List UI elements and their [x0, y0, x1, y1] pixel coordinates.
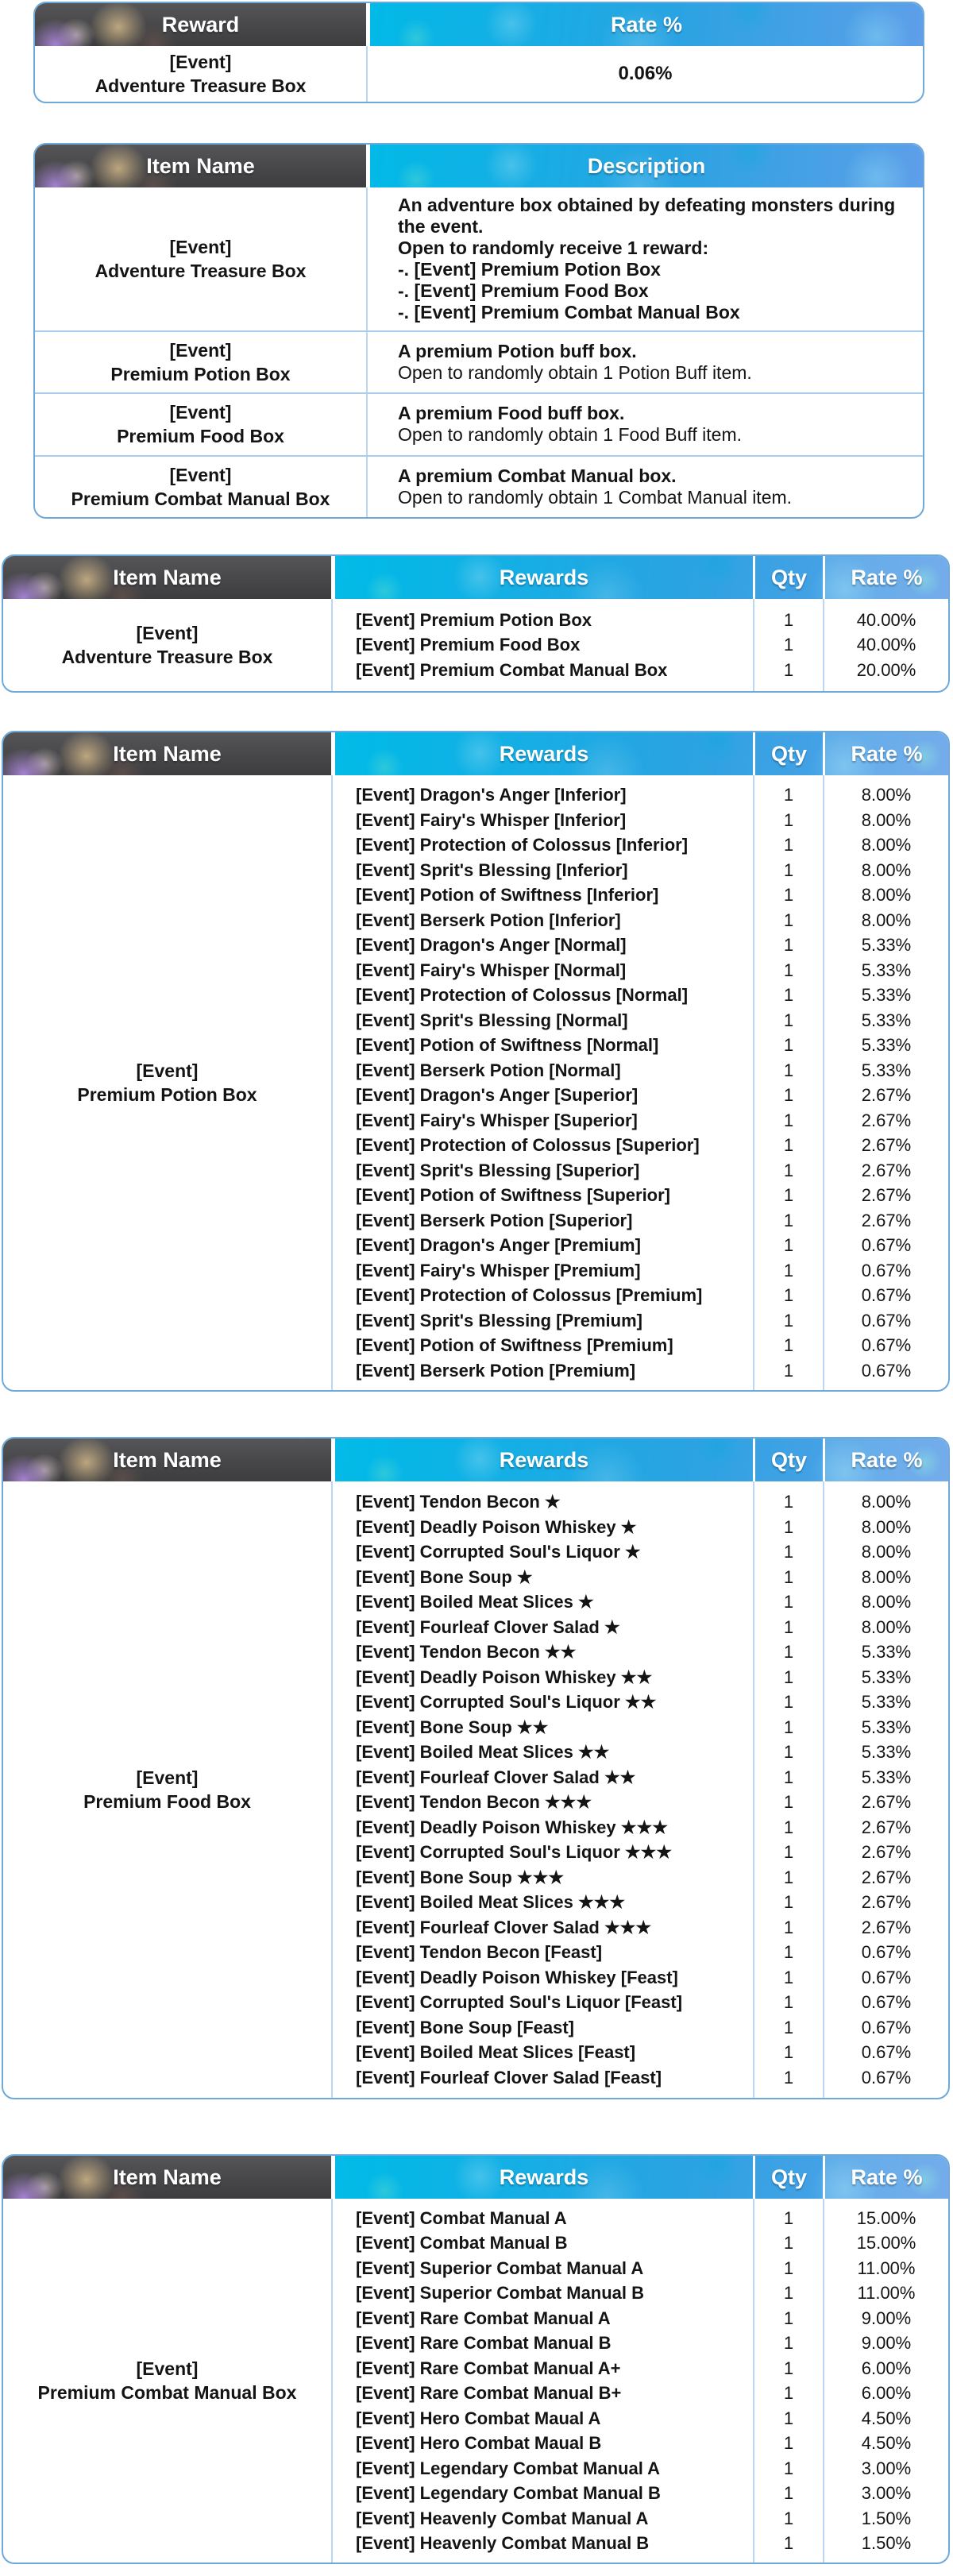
- event-box-drop-rate-table: [33, 2, 924, 103]
- column-header-qty: Qty: [770, 1447, 807, 1472]
- reward-qty: 1: [783, 659, 794, 680]
- reward-rate: 8.00%: [861, 785, 912, 805]
- reward-name: [Event] Superior Combat Manual A: [356, 2257, 644, 2278]
- reward-rate: 0.67%: [861, 2042, 912, 2062]
- reward-qty: 1: [783, 1085, 794, 1105]
- reward-qty: 1: [783, 885, 794, 905]
- reward-qty: 1: [783, 1616, 794, 1637]
- reward-qty: 1: [783, 2458, 794, 2478]
- reward-rate: 5.33%: [861, 935, 912, 955]
- reward-rate: 2.67%: [861, 1160, 912, 1180]
- reward-qty: 1: [783, 1110, 794, 1130]
- column-header-rewards: Rewards: [499, 565, 589, 589]
- reward-name: [Event] Berserk Potion [Inferior]: [356, 910, 621, 930]
- reward-rate: 0.67%: [861, 1285, 912, 1305]
- reward-qty: 1: [783, 1867, 794, 1887]
- reward-name: [Event] Dragon's Anger [Superior]: [356, 1085, 639, 1105]
- item-name-cell: [3, 599, 331, 691]
- item-name-cell: [35, 187, 366, 330]
- reward-name: [Event] Potion of Swiftness [Premium]: [356, 1335, 673, 1355]
- item-name-cell: [35, 332, 366, 392]
- item-name-cell: [35, 46, 366, 102]
- table-body: [35, 187, 923, 517]
- reward-name: [Event] Berserk Potion [Premium]: [356, 1360, 636, 1381]
- rate-value-cell: 0.06%: [366, 46, 923, 102]
- column-header-item-name: Item Name: [3, 556, 331, 599]
- reward-name: [Event] Legendary Combat Manual B: [356, 2483, 661, 2503]
- reward-rate: 6.00%: [861, 2383, 912, 2403]
- reward-name: [Event] Boiled Meat Slices ★★★: [356, 1892, 626, 1912]
- reward-name: [Event] Premium Potion Box: [356, 609, 592, 630]
- reward-name: [Event] Protection of Colossus [Premium]: [356, 1285, 703, 1305]
- reward-name: [Event] Sprit's Blessing [Superior]: [356, 1160, 640, 1180]
- reward-name: [Event] Sprit's Blessing [Premium]: [356, 1310, 642, 1330]
- reward-name: [Event] Fairy's Whisper [Superior]: [356, 1110, 638, 1130]
- reward-qty: 1: [783, 2383, 794, 2403]
- item-event-tag: [Event]: [136, 1767, 199, 1788]
- reward-rate: 8.00%: [861, 1492, 912, 1512]
- reward-name: [Event] Fourleaf Clover Salad ★: [356, 1616, 620, 1637]
- reward-name: [Event] Rare Combat Manual B: [356, 2333, 612, 2353]
- qty-column: [753, 599, 823, 691]
- reward-name: [Event] Corrupted Soul's Liquor ★★★: [356, 1842, 673, 1862]
- reward-rate: 4.50%: [861, 2408, 912, 2428]
- reward-qty: 1: [783, 2358, 794, 2378]
- reward-qty: 1: [783, 609, 794, 630]
- reward-name: [Event] Berserk Potion [Normal]: [356, 1060, 621, 1080]
- reward-rate: 0.67%: [861, 1942, 912, 1962]
- reward-name: [Event] Sprit's Blessing [Normal]: [356, 1010, 628, 1030]
- column-header-item-name: Item Name: [3, 732, 331, 775]
- reward-qty: 1: [783, 2042, 794, 2062]
- table-header: [3, 1439, 948, 1481]
- reward-rate: 2.67%: [861, 1792, 912, 1812]
- description-cell: [366, 332, 923, 392]
- item-event-tag: [Event]: [169, 402, 232, 423]
- column-header-rewards: Rewards: [499, 741, 589, 766]
- reward-rate: 40.00%: [856, 609, 916, 630]
- reward-name: [Event] Heavenly Combat Manual B: [356, 2533, 650, 2553]
- reward-rate: 6.00%: [861, 2358, 912, 2378]
- reward-rate: 0.67%: [861, 1360, 912, 1381]
- reward-rate: 2.67%: [861, 1892, 912, 1912]
- reward-rate: 3.00%: [861, 2483, 912, 2503]
- reward-qty: 1: [783, 935, 794, 955]
- reward-qty: 1: [783, 1692, 794, 1712]
- reward-name: [Event] Premium Food Box: [356, 635, 581, 655]
- qty-column: [753, 775, 823, 1390]
- reward-qty: 1: [783, 1917, 794, 1937]
- description-table-row: [35, 455, 923, 517]
- reward-name: [Event] Rare Combat Manual A: [356, 2308, 611, 2328]
- reward-name: [Event] Bone Soup ★★: [356, 1717, 549, 1737]
- description-line: Open to randomly receive 1 reward:: [398, 238, 709, 258]
- premium-food-box-rewards-table: [2, 1437, 950, 2099]
- description-table-row: [35, 392, 923, 454]
- reward-rate: 2.67%: [861, 1185, 912, 1205]
- rate-column: [823, 775, 948, 1390]
- reward-name: [Event] Deadly Poison Whiskey [Feast]: [356, 1967, 678, 1987]
- reward-qty: 1: [783, 1942, 794, 1962]
- reward-rate: 2.67%: [861, 1917, 912, 1937]
- reward-name: [Event] Bone Soup [Feast]: [356, 2017, 575, 2037]
- reward-name: [Event] Dragon's Anger [Premium]: [356, 1235, 641, 1255]
- item-name-cell: [3, 2199, 331, 2562]
- reward-rate: 0.67%: [861, 1260, 912, 1280]
- premium-combat-manual-box-rewards-table: [2, 2154, 950, 2564]
- reward-name: [Event] Dragon's Anger [Inferior]: [356, 785, 627, 805]
- description-cell: [366, 187, 923, 330]
- table-body: [3, 775, 948, 1390]
- reward-qty: 1: [783, 2257, 794, 2278]
- reward-name: [Event] Boiled Meat Slices [Feast]: [356, 2042, 636, 2062]
- reward-rate: 5.33%: [861, 985, 912, 1005]
- column-header-rate: Rate %: [825, 1439, 948, 1481]
- reward-name: [Event] Berserk Potion [Superior]: [356, 1210, 633, 1230]
- reward-rate: 0.67%: [861, 2067, 912, 2087]
- reward-name: [Event] Protection of Colossus [Inferior]: [356, 835, 689, 855]
- reward-rate: 0.67%: [861, 1967, 912, 1987]
- column-header-rate: Rate %: [825, 556, 948, 599]
- reward-name: [Event] Potion of Swiftness [Normal]: [356, 1035, 659, 1055]
- item-title: Premium Potion Box: [77, 1084, 257, 1105]
- reward-rate: 11.00%: [857, 2257, 916, 2278]
- table-body: [3, 1481, 948, 2098]
- reward-rate: 9.00%: [861, 2308, 912, 2328]
- reward-qty: 1: [783, 1742, 794, 1762]
- reward-rate: 5.33%: [861, 1035, 912, 1055]
- description-line: Open to randomly obtain 1 Food Buff item.: [398, 424, 742, 446]
- rewards-column: [331, 2199, 753, 2562]
- reward-rate: 5.33%: [861, 1010, 912, 1030]
- reward-rate: 0.67%: [861, 2017, 912, 2037]
- reward-qty: 1: [783, 1642, 794, 1662]
- reward-qty: 1: [783, 1235, 794, 1255]
- column-header-qty: Qty: [770, 741, 807, 766]
- reward-rate: 5.33%: [861, 1666, 912, 1687]
- item-title: Adventure Treasure Box: [61, 647, 273, 667]
- reward-qty: 1: [783, 960, 794, 980]
- reward-qty: 1: [783, 1160, 794, 1180]
- reward-qty: 1: [783, 1892, 794, 1912]
- reward-qty: 1: [783, 635, 794, 655]
- reward-name: [Event] Bone Soup ★★★: [356, 1867, 565, 1887]
- reward-rate: 2.67%: [861, 1817, 912, 1837]
- premium-potion-box-rewards-table: [2, 731, 950, 1392]
- reward-qty: 1: [783, 1260, 794, 1280]
- rate-column: [823, 599, 948, 691]
- reward-rate: 8.00%: [861, 1542, 912, 1562]
- reward-rate: 2.67%: [861, 1867, 912, 1887]
- reward-qty: 1: [783, 1992, 794, 2012]
- reward-name: [Event] Boiled Meat Slices ★: [356, 1592, 594, 1612]
- reward-rate: 8.00%: [861, 885, 912, 905]
- qty-column: [753, 1481, 823, 2098]
- reward-rate: 5.33%: [861, 960, 912, 980]
- reward-rate: 8.00%: [861, 859, 912, 880]
- reward-rate: 2.67%: [861, 1135, 912, 1155]
- reward-name: [Event] Heavenly Combat Manual A: [356, 2508, 649, 2528]
- reward-qty: 1: [783, 809, 794, 830]
- reward-name: [Event] Sprit's Blessing [Inferior]: [356, 859, 628, 880]
- item-title: Premium Combat Manual Box: [71, 488, 330, 509]
- reward-qty: 1: [783, 2308, 794, 2328]
- item-title: Premium Combat Manual Box: [37, 2382, 297, 2403]
- reward-rate: 0.67%: [861, 1335, 912, 1355]
- item-event-tag: [Event]: [169, 237, 232, 257]
- column-header-rewards: Rewards: [499, 2165, 589, 2189]
- reward-name: [Event] Combat Manual B: [356, 2233, 568, 2253]
- reward-qty: 1: [783, 1335, 794, 1355]
- adventure-treasure-box-rewards-table: [2, 554, 950, 693]
- description-line: Open to randomly obtain 1 Combat Manual item.: [398, 486, 793, 508]
- reward-qty: 1: [783, 985, 794, 1005]
- reward-rate: 1.50%: [861, 2533, 912, 2553]
- description-line: An adventure box obtained by defeating monsters during the event.: [398, 195, 896, 237]
- rate-column: [823, 1481, 948, 2098]
- reward-qty: 1: [783, 1516, 794, 1537]
- reward-name: [Event] Premium Combat Manual Box: [356, 659, 668, 680]
- column-header-reward: Reward: [35, 3, 366, 46]
- reward-qty: 1: [783, 1792, 794, 1812]
- reward-name: [Event] Combat Manual A: [356, 2207, 567, 2228]
- description-table-row: [35, 187, 923, 330]
- reward-name: [Event] Legendary Combat Manual A: [356, 2458, 661, 2478]
- reward-name: [Event] Tendon Becon ★: [356, 1492, 561, 1512]
- reward-qty: 1: [783, 2508, 794, 2528]
- reward-qty: 1: [783, 1492, 794, 1512]
- reward-qty: 1: [783, 1285, 794, 1305]
- reward-rate: 5.33%: [861, 1692, 912, 1712]
- item-descriptions-table: [33, 143, 924, 519]
- reward-rate: 5.33%: [861, 1717, 912, 1737]
- reward-rate: 0.67%: [861, 1992, 912, 2012]
- description-line: A premium Food buff box.: [398, 403, 625, 424]
- reward-rate: 40.00%: [856, 635, 916, 655]
- rewards-column: [331, 775, 753, 1390]
- rewards-column: [331, 599, 753, 691]
- reward-name: [Event] Deadly Poison Whiskey ★★: [356, 1666, 653, 1687]
- reward-rate: 8.00%: [861, 1616, 912, 1637]
- item-event-tag: [Event]: [169, 340, 232, 361]
- reward-rate: 1.50%: [861, 2508, 912, 2528]
- item-name-cell: [35, 394, 366, 454]
- table-body: [3, 2199, 948, 2562]
- reward-qty: 1: [783, 1717, 794, 1737]
- reward-name: [Event] Tendon Becon ★★: [356, 1642, 577, 1662]
- reward-qty: 1: [783, 1010, 794, 1030]
- reward-name: [Event] Dragon's Anger [Normal]: [356, 935, 627, 955]
- item-event-tag: [Event]: [169, 52, 232, 72]
- column-header-rate: Rate %: [825, 2156, 948, 2199]
- reward-name: [Event] Protection of Colossus [Normal]: [356, 985, 689, 1005]
- description-cell: [366, 457, 923, 517]
- item-title: Adventure Treasure Box: [95, 75, 307, 96]
- reward-name: [Event] Bone Soup ★: [356, 1566, 533, 1587]
- reward-name: [Event] Deadly Poison Whiskey ★★★: [356, 1817, 668, 1837]
- reward-rate: 11.00%: [857, 2283, 916, 2303]
- description-table-row: [35, 330, 923, 392]
- reward-qty: 1: [783, 2408, 794, 2428]
- reward-name: [Event] Fourleaf Clover Salad ★★: [356, 1767, 636, 1787]
- column-header-item-name: Item Name: [3, 1439, 331, 1481]
- reward-qty: 1: [783, 1767, 794, 1787]
- reward-qty: 1: [783, 1035, 794, 1055]
- reward-name: [Event] Corrupted Soul's Liquor ★★: [356, 1692, 657, 1712]
- item-title: Premium Food Box: [117, 426, 284, 447]
- reward-rate: 5.33%: [861, 1767, 912, 1787]
- rate-column: [823, 2199, 948, 2562]
- reward-qty: 1: [783, 1592, 794, 1612]
- table-body: [3, 599, 948, 691]
- reward-qty: 1: [783, 2207, 794, 2228]
- reward-name: [Event] Fourleaf Clover Salad [Feast]: [356, 2067, 662, 2087]
- table-header: [3, 2156, 948, 2199]
- reward-name: [Event] Fairy's Whisper [Premium]: [356, 1260, 641, 1280]
- reward-qty: 1: [783, 2483, 794, 2503]
- reward-qty: 1: [783, 1967, 794, 1987]
- table-header: [35, 3, 923, 46]
- reward-rate: 9.00%: [861, 2333, 912, 2353]
- reward-qty: 1: [783, 2433, 794, 2453]
- description-cell: [366, 394, 923, 454]
- reward-rate: 8.00%: [861, 809, 912, 830]
- reward-name: [Event] Tendon Becon [Feast]: [356, 1942, 603, 1962]
- item-event-tag: [Event]: [169, 464, 232, 485]
- reward-qty: 1: [783, 2067, 794, 2087]
- reward-rate: 0.67%: [861, 1235, 912, 1255]
- table-body: [35, 46, 923, 102]
- reward-qty: 1: [783, 1842, 794, 1862]
- reward-qty: 1: [783, 1135, 794, 1155]
- reward-rate: 8.00%: [861, 1566, 912, 1587]
- reward-rate: 3.00%: [861, 2458, 912, 2478]
- item-title: Premium Potion Box: [110, 364, 291, 385]
- description-line: Open to randomly obtain 1 Potion Buff item.: [398, 362, 752, 384]
- reward-qty: 1: [783, 2233, 794, 2253]
- reward-qty: 1: [783, 1666, 794, 1687]
- description-line: -. [Event] Premium Potion Box: [398, 259, 661, 280]
- reward-qty: 1: [783, 1360, 794, 1381]
- reward-qty: 1: [783, 2017, 794, 2037]
- reward-name: [Event] Rare Combat Manual B+: [356, 2383, 622, 2403]
- reward-name: [Event] Superior Combat Manual B: [356, 2283, 645, 2303]
- item-event-tag: [Event]: [136, 1060, 199, 1081]
- reward-qty: 1: [783, 859, 794, 880]
- reward-rate: 8.00%: [861, 835, 912, 855]
- reward-name: [Event] Rare Combat Manual A+: [356, 2358, 621, 2378]
- reward-qty: 1: [783, 2283, 794, 2303]
- reward-qty: 1: [783, 910, 794, 930]
- reward-rate: 8.00%: [861, 910, 912, 930]
- item-name-cell: [3, 1481, 331, 2098]
- reward-rate: 5.33%: [861, 1742, 912, 1762]
- column-header-item-name: Item Name: [3, 2156, 331, 2199]
- reward-rate: 5.33%: [861, 1642, 912, 1662]
- reward-name: [Event] Tendon Becon ★★★: [356, 1792, 592, 1812]
- reward-qty: 1: [783, 1310, 794, 1330]
- reward-qty: 1: [783, 1542, 794, 1562]
- item-title: Adventure Treasure Box: [95, 261, 307, 281]
- table-header: [35, 145, 923, 187]
- item-event-tag: [Event]: [136, 2358, 199, 2379]
- qty-column: [753, 2199, 823, 2562]
- reward-rate: 15.00%: [856, 2233, 916, 2253]
- reward-name: [Event] Potion of Swiftness [Inferior]: [356, 885, 659, 905]
- item-event-tag: [Event]: [136, 623, 199, 643]
- reward-name: [Event] Fairy's Whisper [Normal]: [356, 960, 627, 980]
- reward-qty: 1: [783, 1210, 794, 1230]
- reward-rate: 20.00%: [856, 659, 916, 680]
- reward-rate: 5.33%: [861, 1060, 912, 1080]
- column-header-qty: Qty: [770, 565, 807, 589]
- column-header-item-name: Item Name: [35, 145, 366, 187]
- reward-rate: 2.67%: [861, 1085, 912, 1105]
- table-header: [3, 556, 948, 599]
- description-line: -. [Event] Premium Food Box: [398, 280, 649, 301]
- column-header-description: Description: [587, 153, 706, 178]
- description-line: A premium Potion buff box.: [398, 341, 637, 362]
- reward-qty: 1: [783, 785, 794, 805]
- reward-rate: 8.00%: [861, 1592, 912, 1612]
- description-line: A premium Combat Manual box.: [398, 465, 677, 486]
- reward-qty: 1: [783, 2333, 794, 2353]
- item-name-cell: [35, 457, 366, 517]
- reward-rate: 2.67%: [861, 1210, 912, 1230]
- column-header-qty: Qty: [770, 2165, 807, 2189]
- reward-rate: 2.67%: [861, 1110, 912, 1130]
- reward-name: [Event] Hero Combat Maual A: [356, 2408, 601, 2428]
- reward-name: [Event] Potion of Swiftness [Superior]: [356, 1185, 671, 1205]
- reward-rate: 2.67%: [861, 1842, 912, 1862]
- table-header: [3, 732, 948, 775]
- reward-name: [Event] Fourleaf Clover Salad ★★★: [356, 1917, 652, 1937]
- reward-qty: 1: [783, 1060, 794, 1080]
- reward-name: [Event] Corrupted Soul's Liquor [Feast]: [356, 1992, 683, 2012]
- item-title: Premium Food Box: [83, 1791, 251, 1812]
- item-name-cell: [3, 775, 331, 1390]
- reward-name: [Event] Boiled Meat Slices ★★: [356, 1742, 610, 1762]
- reward-name: [Event] Hero Combat Maual B: [356, 2433, 602, 2453]
- reward-name: [Event] Deadly Poison Whiskey ★: [356, 1516, 637, 1537]
- reward-rate: 4.50%: [861, 2433, 912, 2453]
- column-header-rewards: Rewards: [499, 1447, 589, 1472]
- reward-qty: 1: [783, 835, 794, 855]
- reward-rate: 0.67%: [861, 1310, 912, 1330]
- reward-qty: 1: [783, 2533, 794, 2553]
- reward-name: [Event] Fairy's Whisper [Inferior]: [356, 809, 627, 830]
- reward-qty: 1: [783, 1566, 794, 1587]
- reward-qty: 1: [783, 1817, 794, 1837]
- reward-name: [Event] Protection of Colossus [Superior]: [356, 1135, 700, 1155]
- reward-name: [Event] Corrupted Soul's Liquor ★: [356, 1542, 641, 1562]
- reward-rate: 8.00%: [861, 1516, 912, 1537]
- description-line: -. [Event] Premium Combat Manual Box: [398, 302, 740, 322]
- reward-rate: 15.00%: [856, 2207, 916, 2228]
- column-header-rate: Rate %: [610, 12, 683, 37]
- column-header-rate: Rate %: [825, 732, 948, 775]
- rewards-column: [331, 1481, 753, 2098]
- reward-qty: 1: [783, 1185, 794, 1205]
